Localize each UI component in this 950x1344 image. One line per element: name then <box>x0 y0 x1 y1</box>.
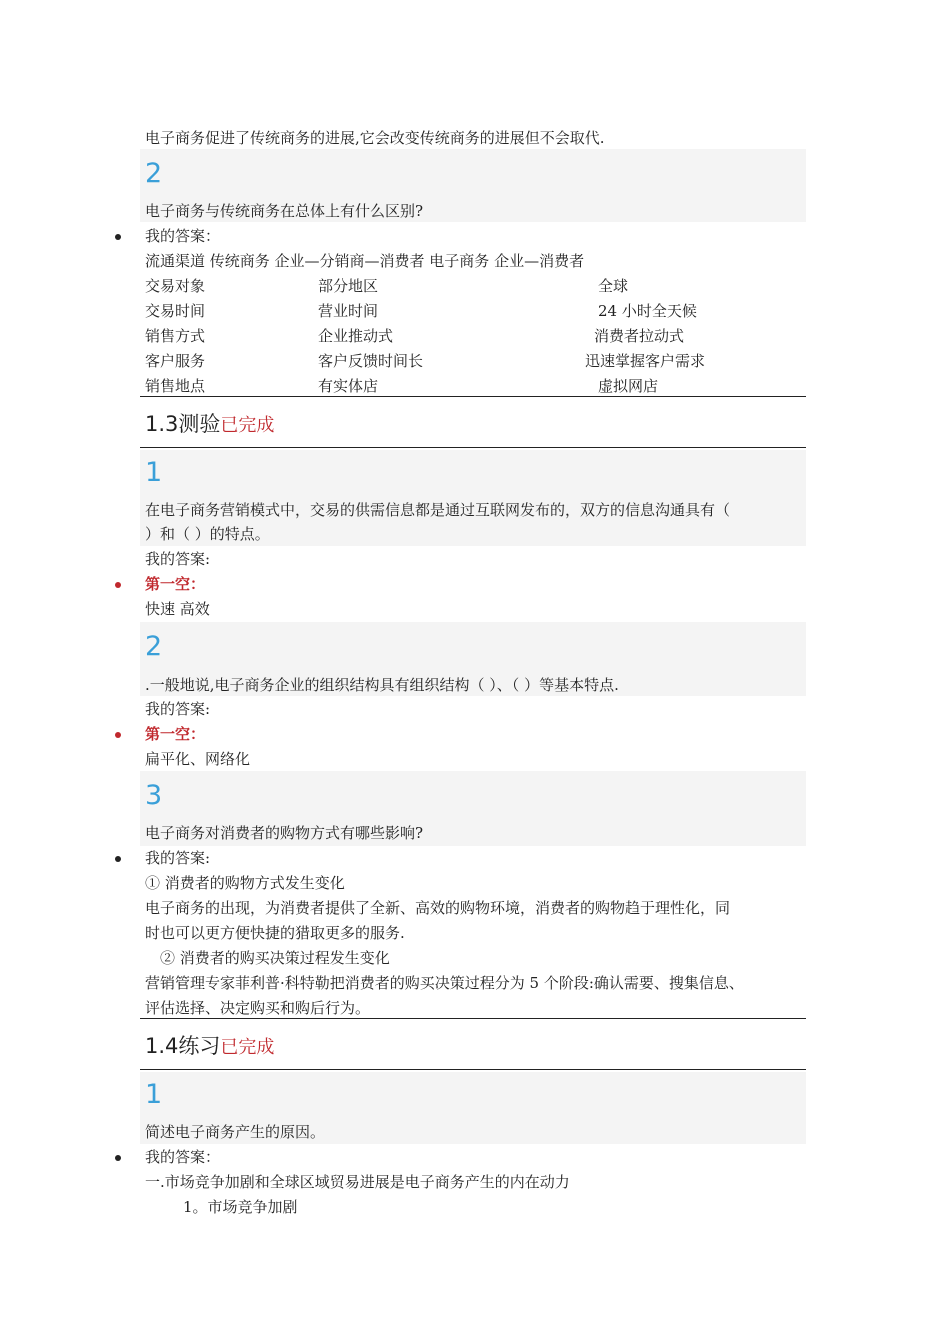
table-cell-item: 交易时间 <box>145 302 206 320</box>
section-name: 练习 <box>178 1034 221 1058</box>
table-cell-item: 销售方式 <box>145 327 206 345</box>
answer-text: 快速 高效 <box>145 600 210 618</box>
answer-text: 1。市场竞争加剧 <box>183 1198 298 1216</box>
question-number: 2 <box>145 631 163 662</box>
section-name: 测验 <box>178 412 221 436</box>
table-cell-traditional: 客户反馈时间长 <box>318 352 424 370</box>
answer-text: ① 消费者的购物方式发生变化 <box>145 874 345 892</box>
answer-label: 我的答案： <box>145 1148 221 1166</box>
question-text: .一般地说,电子商务企业的组织结构具有组织结构（ ）、（ ）等基本特点. <box>145 676 619 694</box>
table-cell-item: 客户服务 <box>145 352 206 370</box>
comparison-header: 流通渠道 传统商务 企业—分销商—消费者 电子商务 企业—消费者 <box>145 252 585 270</box>
answer-text: 一.市场竞争加剧和全球区域贸易进展是电子商务产生的内在动力 <box>145 1173 570 1191</box>
table-cell-ecommerce: 24 小时全天候 <box>598 302 697 320</box>
status-badge: 已完成 <box>220 1037 275 1058</box>
blank-label: 第一空： <box>145 725 206 743</box>
answer-text: 评估选择、决定购买和购后行为。 <box>145 999 371 1017</box>
question-text: 电子商务与传统商务在总体上有什么区别? <box>145 202 424 220</box>
bullet-icon <box>115 856 121 862</box>
answer-text: 电子商务的出现，为消费者提供了全新、高效的购物环境，消费者的购物趋于理性化，同 <box>145 899 731 917</box>
question-number: 2 <box>145 158 163 189</box>
table-cell-ecommerce: 全球 <box>598 277 629 295</box>
blank-label: 第一空： <box>145 575 206 593</box>
answer-text: 扁平化、网络化 <box>145 750 251 768</box>
bullet-icon <box>115 234 121 240</box>
section-title <box>145 1030 274 1064</box>
question-number: 1 <box>145 1079 163 1110</box>
table-cell-ecommerce: 消费者拉动式 <box>594 327 685 345</box>
table-cell-ecommerce: 虚拟网店 <box>598 377 659 395</box>
section-number: 1.3 <box>145 412 179 436</box>
table-cell-item: 销售地点 <box>145 377 206 395</box>
question-text: 在电子商务营销模式中，交易的供需信息都是通过互联网发布的，双方的信息沟通具有（ <box>145 501 731 519</box>
answer-label: 我的答案: <box>145 849 211 867</box>
question-text: 电子商务对消费者的购物方式有哪些影响? <box>145 824 424 842</box>
section-divider <box>140 1018 806 1019</box>
bullet-icon <box>115 732 121 738</box>
bullet-icon <box>115 582 121 588</box>
section-title <box>145 408 274 442</box>
section-divider <box>140 396 806 397</box>
answer-text: ② 消费者的购买决策过程发生变化 <box>160 949 390 967</box>
table-cell-traditional: 企业推动式 <box>318 327 394 345</box>
bullet-icon <box>115 1155 121 1161</box>
section-divider <box>140 447 806 448</box>
answer-text: 时也可以更方便快捷的猎取更多的服务. <box>145 924 405 942</box>
table-cell-traditional: 有实体店 <box>318 377 379 395</box>
table-cell-ecommerce: 迅速掌握客户需求 <box>585 352 706 370</box>
question-number: 3 <box>145 780 163 811</box>
section-number: 1.4 <box>145 1034 179 1058</box>
question-text: ）和（ ）的特点。 <box>145 525 270 543</box>
question-text: 简述电子商务产生的原因。 <box>145 1123 326 1141</box>
answer-label: 我的答案： <box>145 227 221 245</box>
section-divider <box>140 1069 806 1070</box>
table-cell-item: 交易对象 <box>145 277 206 295</box>
table-cell-traditional: 营业时间 <box>318 302 379 320</box>
answer-text: 营销管理专家菲利普·科特勒把消费者的购买决策过程分为 5 个阶段:确认需要、搜集信息、 <box>145 974 744 992</box>
intro-text: 电子商务促进了传统商务的进展,它会改变传统商务的进展但不会取代. <box>145 129 605 147</box>
answer-label: 我的答案: <box>145 550 211 568</box>
answer-label: 我的答案: <box>145 700 211 718</box>
status-badge: 已完成 <box>220 415 275 436</box>
table-cell-traditional: 部分地区 <box>318 277 379 295</box>
question-number: 1 <box>145 457 163 488</box>
